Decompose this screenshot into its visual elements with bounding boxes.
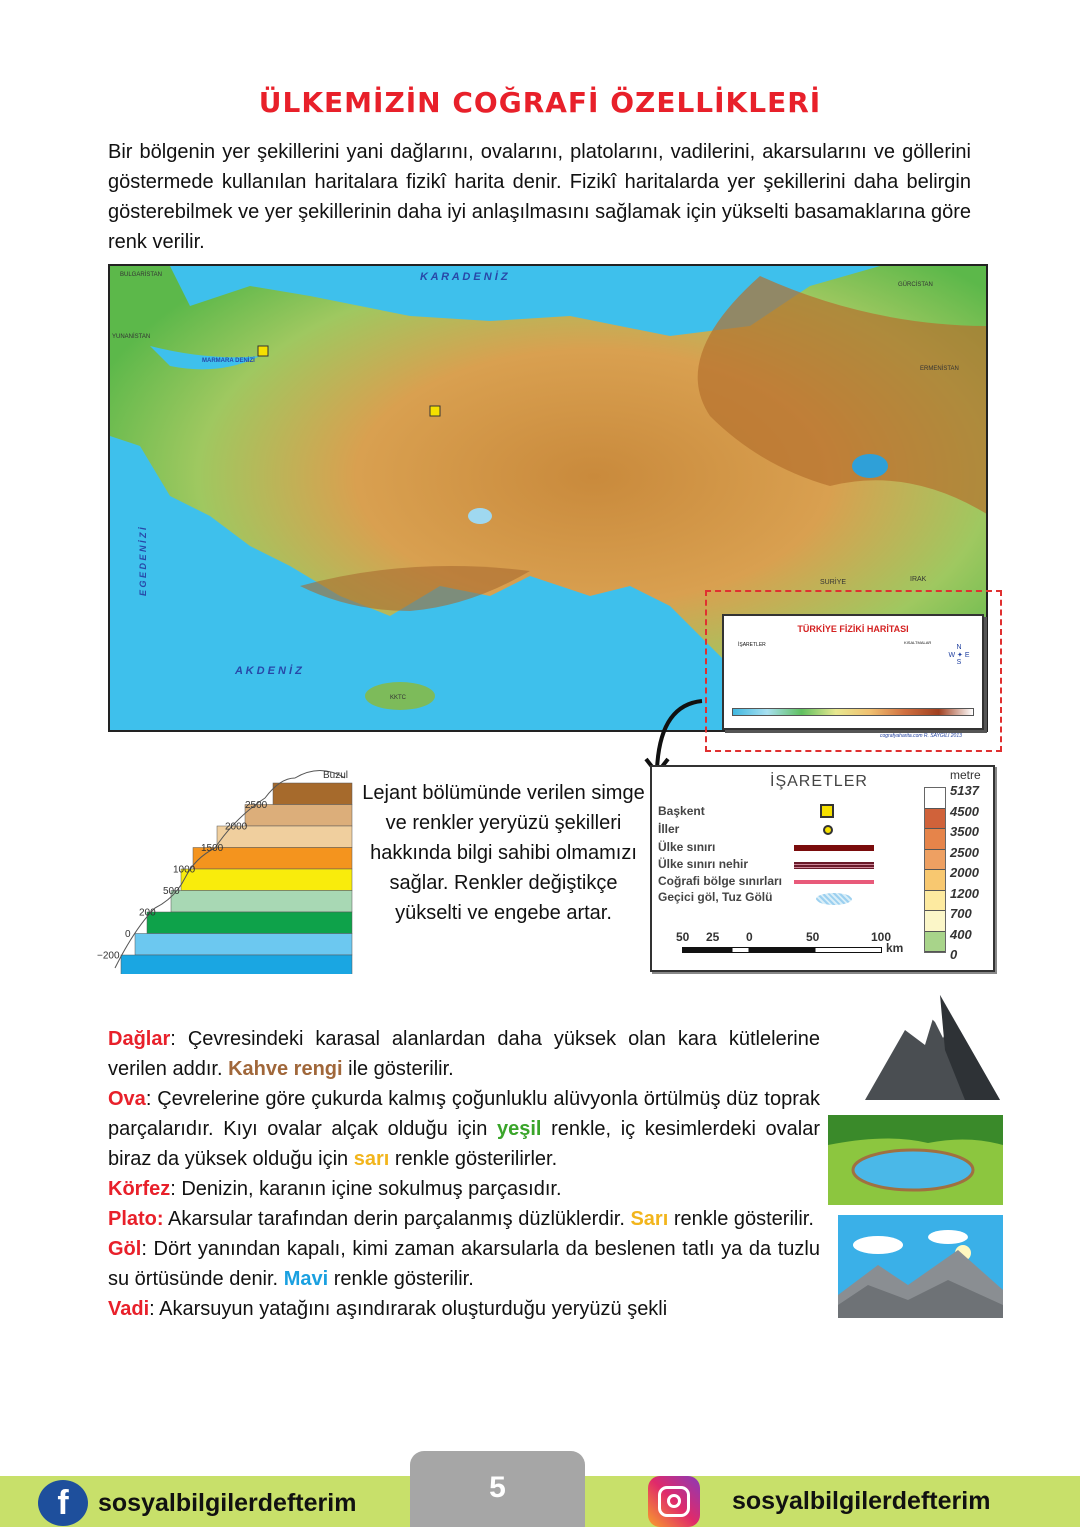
profile-band [171,891,352,913]
text-vadi: : Akarsuyun yatağını aşındırarak oluşturduğu yeryüzü şekli [149,1298,668,1320]
label-ermenistan: ERMENİSTAN [920,366,959,372]
text-daglar-end: ile gösterilir. [342,1058,454,1080]
term-ova: Ova [108,1088,146,1110]
capital-square-icon [820,804,834,818]
legend-title: İŞARETLER [770,773,868,790]
legend-item-gecici-gol: Geçici göl, Tuz Gölü [658,890,773,904]
profile-band [135,934,352,956]
profile-level-label: 2000 [225,821,248,833]
country-border-line [794,845,874,851]
lake-illustration [828,1115,1003,1205]
legend-item-iller: İller [658,822,680,836]
color-mavi: Mavi [283,1268,329,1290]
facebook-icon[interactable]: f [38,1480,88,1526]
instagram-handle[interactable]: sosyalbilgilerdefterim [732,1487,991,1515]
text-korfez: : Denizin, karanın içine sokulmuş parçasıdır. [170,1178,562,1200]
intro-paragraph: Bir bölgenin yer şekillerini yani dağlarını, ovalarını, platolarını, vadilerini, akarsularını ve göllerini göstermede kullanılan haritalara fizikî harita denir. Fizikî haritalarda yer şekillerini daha belirgin gösterebilmek ve yer şekillerinin daha iyi anlaşılmasını sağlamak için yükselti basamaklarına göre renk verilir. [108,141,971,253]
city-dot-icon [823,825,833,835]
def-vadi [108,1294,820,1324]
map-inset-legend [722,614,984,730]
inset-color-scale [732,708,974,716]
scale-label: 100 [871,930,892,944]
label-karadeniz: K A R A D E N İ Z [420,271,508,283]
profile-level-label: 500 [163,886,180,897]
page-number: 5 [410,1451,585,1527]
profile-level-label: 1500 [201,843,224,854]
text-daglar: : Çevresindeki karasal alanlardan daha yüksek olan kara kütlelerine verilen addır. [108,1028,820,1080]
elevation-label: 1200 [950,885,979,901]
compass-n: N [956,644,962,651]
profile-band [273,783,352,805]
profile-label-buzul: Buzul [323,770,349,781]
legend-item-bolge-sinirlari: Coğrafi bölge sınırları [658,874,783,888]
def-gol [108,1234,820,1294]
legend-explanation: Lejant bölümünde verilen simge ve renkler yeryüzü şekilleri hakkında bilgi sahibi olmamızı sağlar. Renkler değiştikçe yükselti ve engebe artar. [362,782,645,924]
salt-lake-icon [816,893,852,905]
label-bulgaristan: BULGARİSTAN [120,272,162,278]
lake-van [852,454,888,478]
scale-unit: km [886,941,904,955]
scale-label: 50 [676,930,690,944]
elevation-swatch [925,911,945,932]
inset-title: TÜRKİYE FİZİKİ HARİTASI [797,624,909,634]
capital-marker [430,406,440,416]
legend-item-baskent: Başkent [658,804,705,818]
elevation-swatch [925,850,945,871]
profile-level-label: 0 [125,929,131,940]
scale-label: 50 [806,930,820,944]
label-marmara: MARMARA DENİZİ [202,358,255,364]
compass-s: S [956,659,962,666]
scale-label: 0 [746,930,753,944]
legend-item-ulke-siniri-nehir: Ülke sınırı nehir [658,857,749,871]
tuz-golu [468,508,492,524]
label-yunanistan: YUNANİSTAN [112,334,151,340]
def-plato [108,1204,820,1234]
profile-level-label: 2500 [245,800,268,811]
term-plato: Plato: [108,1208,164,1230]
profile-level-label: 200 [139,907,156,919]
text-plato: Akarsular tarafından derin parçalanmış düzlüklerdir. [163,1208,631,1230]
elevation-label: 2000 [950,865,979,880]
river-border-line [794,862,874,869]
text-ova: : Çevrelerine göre çukurda kalmış çoğunluklu alüvyonla örtülmüş düz toprak parçalarıdır. Kıyı ovalar alçak olduğu için [108,1088,820,1140]
elevation-swatch [925,891,945,912]
compass-w: W [948,652,956,659]
elevation-swatch [925,829,945,850]
label-akdeniz: A K D E N İ Z [235,665,302,677]
label-suriye: SURİYE [820,579,847,586]
elevation-color-bar [924,787,946,953]
elevation-label: 700 [950,906,972,921]
text-ova-end: renkle gösterilirler. [389,1148,558,1170]
label-gurcistan: GÜRCİSTAN [898,282,933,288]
plateau-illustration [838,1215,1003,1318]
term-gol: Göl [108,1238,142,1260]
legend-box [650,765,995,972]
def-ova [108,1084,820,1174]
elevation-label: 400 [950,926,972,942]
profile-band [121,955,352,974]
elevation-swatch [925,870,945,891]
facebook-handle[interactable]: sosyalbilgilerdefterim [98,1489,357,1517]
inset-isaretler: İŞARETLER [738,642,766,648]
scale-bar [682,947,882,953]
profile-band [181,869,352,891]
term-korfez: Körfez [108,1178,171,1200]
scale-label: 25 [706,930,720,944]
compass-e: E [964,652,970,659]
elevation-label: 3500 [950,824,979,839]
map-credit: cografyaharita.com R. SAYGILI 2013 [880,733,962,739]
elevation-swatch [925,932,945,953]
istanbul-marker [258,346,268,356]
label-kibris: KKTC [390,695,407,701]
text-gol: : Dört yanından kapalı, kimi zaman akarsularla da beslenen tatlı ya da tuzlu su örtüsünde denir. [108,1238,820,1290]
elevation-swatch [925,809,945,830]
definitions [108,1024,820,1324]
color-kahve: Kahve rengi [228,1058,343,1080]
elevation-label: 2500 [950,844,979,860]
legend-item-ulke-siniri: Ülke sınırı [658,840,716,854]
elevation-profile [95,758,355,974]
text-ova-mid: renkle, iç kesimlerdeki ovalar biraz da yüksek olduğu için [108,1118,820,1170]
elevation-unit: metre [950,768,981,782]
def-daglar [108,1024,820,1084]
term-vadi: Vadi [108,1298,150,1320]
color-yesil: yeşil [496,1118,542,1140]
profile-level-label: 1000 [173,864,196,876]
label-ege: E G E D E N İ Z İ [138,527,148,596]
label-irak: IRAK [910,576,927,583]
color-sari: sarı [353,1148,390,1170]
elevation-label: 0 [950,947,958,962]
text-gol-end: renkle gösterilir. [328,1268,474,1290]
profile-level-label: −200 [97,950,120,962]
elevation-label: 5137 [950,783,979,798]
inset-kisaltmalar: KISALTMALAR [904,640,932,645]
elevation-swatch [925,788,945,809]
profile-band [147,912,352,934]
def-korfez [108,1174,820,1204]
mountain-illustration [865,990,1000,1112]
elevation-label: 4500 [950,803,979,819]
text-plato-end: renkle gösterilir. [668,1208,814,1230]
page-title: ÜLKEMİZİN COĞRAFİ ÖZELLİKLERİ [258,86,822,119]
color-sari-plato: Sarı [630,1208,669,1230]
region-border-line [794,880,874,884]
instagram-icon[interactable] [648,1476,700,1527]
term-daglar: Dağlar [108,1028,171,1050]
compass-rose-icon: N W ✦ E S [948,644,970,666]
